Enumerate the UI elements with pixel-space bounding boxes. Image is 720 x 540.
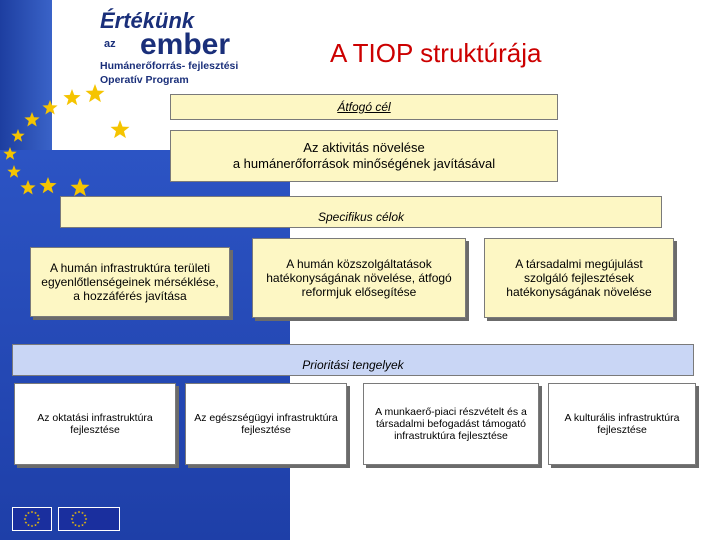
star-icon	[71, 178, 90, 196]
logo-line-5: Operatív Program	[100, 74, 189, 86]
star-icon	[74, 524, 77, 527]
star-icon	[39, 177, 56, 193]
star-icon	[31, 525, 34, 528]
star-icon	[81, 512, 84, 515]
specific-goals-label	[60, 196, 662, 228]
star-icon	[37, 521, 40, 524]
star-icon	[74, 512, 77, 515]
specific-goal-3-text: A társadalmi megújulást szolgáló fejlesztések hatékonyságának növelése	[506, 257, 652, 299]
star-icon	[42, 100, 57, 115]
specific-goal-2-text: A humán közszolgáltatások hatékonyságának növelése, átfogó reformjuk elősegítése	[266, 257, 452, 299]
overarching-goal-label-text: Átfogó cél	[337, 100, 391, 114]
star-icon	[85, 518, 88, 521]
star-icon	[86, 84, 105, 102]
star-icon	[38, 518, 41, 521]
logo-line-3: ember	[140, 28, 231, 61]
star-icon	[34, 524, 37, 527]
eu-stars-decoration	[0, 80, 150, 210]
overarching-goal-line-2: a humánerőforrások minőségének javításával	[232, 156, 496, 171]
specific-goal-1-text: A humán infrastruktúra területi egyenlőtlenségeinek mérséklése, a hozzáférés javítása	[41, 261, 219, 303]
logo-line-1: Értékünk	[100, 8, 195, 33]
eu-flag-icon	[12, 507, 52, 531]
overarching-goal-label	[170, 94, 558, 120]
star-icon	[27, 512, 30, 515]
eu-flag-icon	[58, 507, 120, 531]
priority-axes-label-text: Prioritási tengelyek	[302, 358, 404, 372]
star-icon	[24, 112, 39, 127]
star-icon	[111, 120, 130, 138]
logo-line-4: Humánerőforrás- fejlesztési	[100, 60, 239, 72]
priority-axis-4-text: A kulturális infrastruktúra fejlesztése	[564, 412, 680, 436]
priority-axis-3-text: A munkaerő-piaci részvételt és a társadalmi befogadást támogató infrastruktúra fejlesztése	[375, 406, 527, 442]
star-icon	[25, 521, 28, 524]
logo-line-2: az	[104, 38, 116, 50]
star-icon	[84, 521, 87, 524]
page-title: A TIOP struktúrája	[330, 38, 542, 68]
priority-axis-2	[185, 383, 347, 465]
specific-goal-2	[252, 238, 466, 318]
overarching-goal-line-1: Az aktivitás növelése	[303, 140, 425, 155]
star-icon	[3, 147, 16, 160]
logo	[100, 8, 260, 84]
star-icon	[7, 165, 20, 178]
star-icon	[25, 514, 28, 517]
overarching-goal-box	[170, 130, 558, 182]
star-icon	[72, 514, 75, 517]
specific-goal-3	[484, 238, 674, 318]
priority-axis-3	[363, 383, 539, 465]
star-icon	[71, 518, 74, 521]
priority-axis-4	[548, 383, 696, 465]
star-icon	[78, 525, 81, 528]
star-icon	[27, 524, 30, 527]
star-icon	[84, 514, 87, 517]
star-icon	[11, 129, 24, 142]
star-icon	[34, 512, 37, 515]
star-icon	[78, 511, 81, 513]
star-icon	[72, 521, 75, 524]
star-icon	[81, 524, 84, 527]
priority-axis-1-text: Az oktatási infrastruktúra fejlesztése	[37, 412, 153, 436]
star-icon	[31, 511, 34, 513]
priority-axis-1	[14, 383, 176, 465]
star-icon	[20, 180, 35, 195]
specific-goals-label-text: Specifikus célok	[317, 210, 405, 224]
priority-axes-label	[12, 344, 694, 376]
star-icon	[63, 89, 80, 105]
specific-goal-1	[30, 247, 230, 317]
priority-axis-2-text: Az egészségügyi infrastruktúra fejlesztése	[194, 412, 338, 436]
star-icon	[24, 518, 27, 521]
star-icon	[37, 514, 40, 517]
